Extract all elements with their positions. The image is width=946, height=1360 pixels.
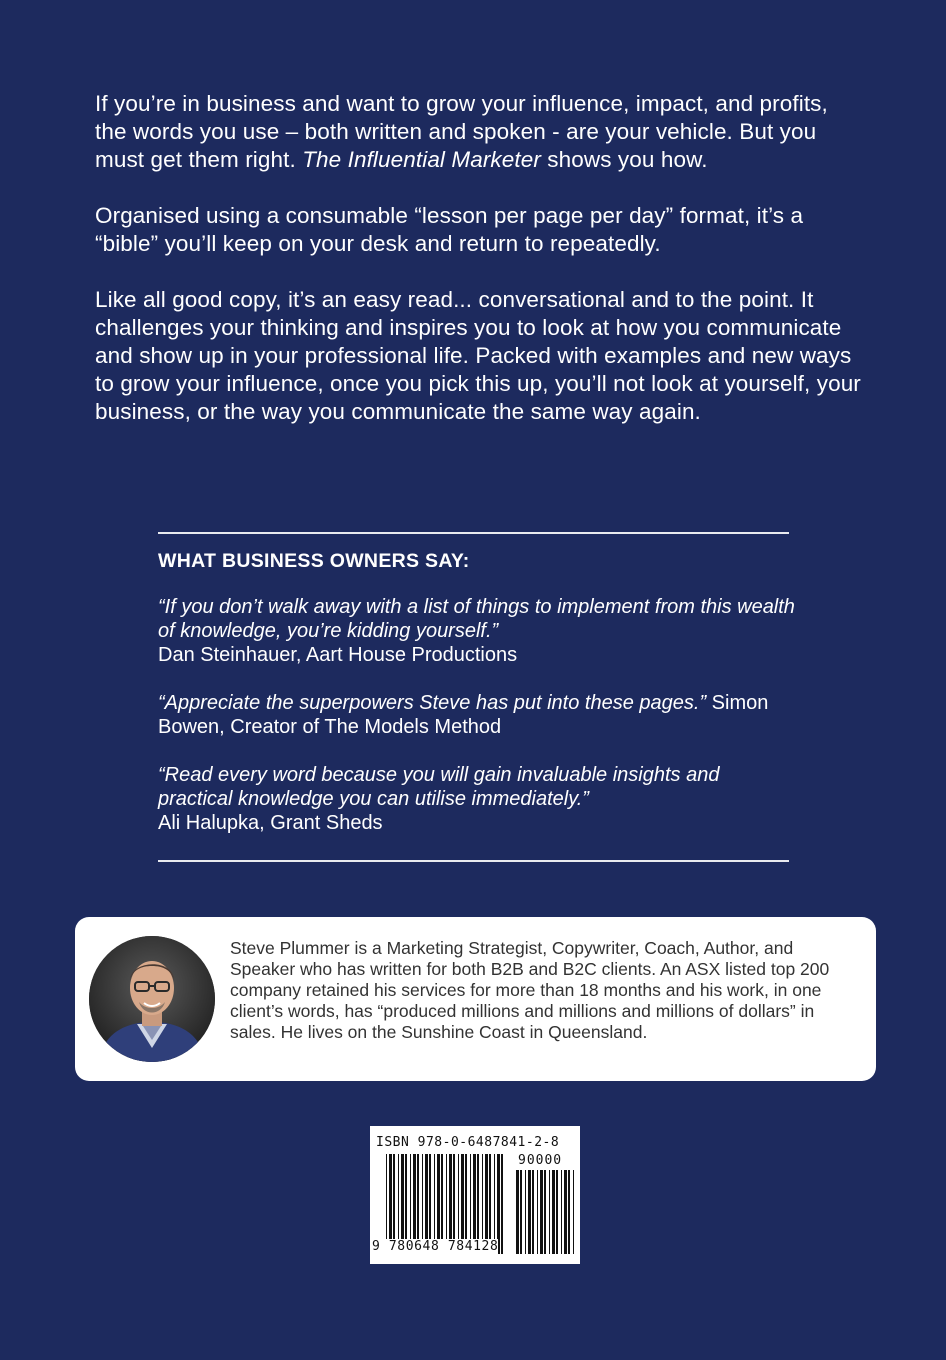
author-photo	[89, 936, 215, 1062]
barcode-bar	[556, 1170, 558, 1254]
barcode-bar	[573, 1170, 574, 1254]
blurb-paragraph-3: Like all good copy, it’s an easy read... conversational and to the point. It challenges your thinking and inspires you to look at how you communicate and show up in your professional life. Packed with examples and new ways to grow your influence, once you pick this up, you’ll not look at yourself, your business, or the way you communicate the same way again.	[95, 287, 861, 424]
blurb-paragraph-1: If you’re in business and want to grow your influence, impact, and profits, the words you use – both written and spoken - are your vehicle. But you must get them right. The Influential Marketer shows you how.	[95, 91, 828, 172]
top-divider	[158, 532, 789, 534]
testimonial-quote: “Read every word because you will gain invaluable insights and practical knowledge you can utilise immediately.”	[158, 764, 720, 810]
testimonials-heading: WHAT BUSINESS OWNERS SAY:	[158, 550, 470, 572]
testimonial-author: Simon Bowen, Creator of The Models Method	[158, 692, 769, 738]
ean-digits: 9 780648 784128	[372, 1239, 499, 1254]
author-portrait-icon	[89, 936, 215, 1062]
barcode-bar	[568, 1170, 570, 1254]
barcode-bar	[564, 1170, 567, 1254]
barcode-bar	[549, 1170, 550, 1254]
barcode-bar	[561, 1170, 562, 1254]
testimonials-section	[158, 550, 798, 859]
bottom-divider	[158, 860, 789, 862]
price-code: 90000	[518, 1153, 563, 1168]
testimonial	[158, 595, 798, 667]
barcode-bar	[552, 1170, 555, 1254]
testimonial-quote: “If you don’t walk away with a list of things to implement from this wealth of knowledge, you’re kidding yourself.”	[158, 596, 795, 642]
testimonial	[158, 691, 798, 739]
barcode-bar	[540, 1170, 543, 1254]
author-bio-card	[75, 917, 876, 1081]
testimonial-author: Dan Steinhauer, Aart House Productions	[158, 644, 518, 666]
barcode-bar	[501, 1154, 503, 1254]
barcode-bar	[544, 1170, 546, 1254]
isbn-number: ISBN 978-0-6487841-2-8	[376, 1135, 560, 1150]
testimonial	[158, 763, 798, 835]
blurb	[95, 90, 865, 454]
barcode-bar	[528, 1170, 531, 1254]
barcode-bar	[525, 1170, 526, 1254]
isbn-barcode	[370, 1126, 580, 1264]
testimonial-quote: “Appreciate the superpowers Steve has put into these pages.”	[158, 692, 707, 714]
book-title: The Influential Marketer	[302, 147, 541, 172]
barcode-bar	[516, 1170, 519, 1254]
barcode-bar	[537, 1170, 538, 1254]
barcode-bar	[532, 1170, 534, 1254]
author-bio-text: Steve Plummer is a Marketing Strategist, Copywriter, Coach, Author, and Speaker who has written for both B2B and B2C clients. An ASX listed top 200 company retained his services for more than 18 months and his work, in one client’s words, has “produced millions and millions and millions of dollars” in sales. He lives on the Sunshine Coast in Queensland.	[230, 938, 830, 1042]
barcode-bar	[520, 1170, 522, 1254]
testimonial-author: Ali Halupka, Grant Sheds	[158, 812, 383, 834]
blurb-paragraph-2: Organised using a consumable “lesson per page per day” format, it’s a “bible” you’ll keep on your desk and return to repeatedly.	[95, 203, 804, 256]
